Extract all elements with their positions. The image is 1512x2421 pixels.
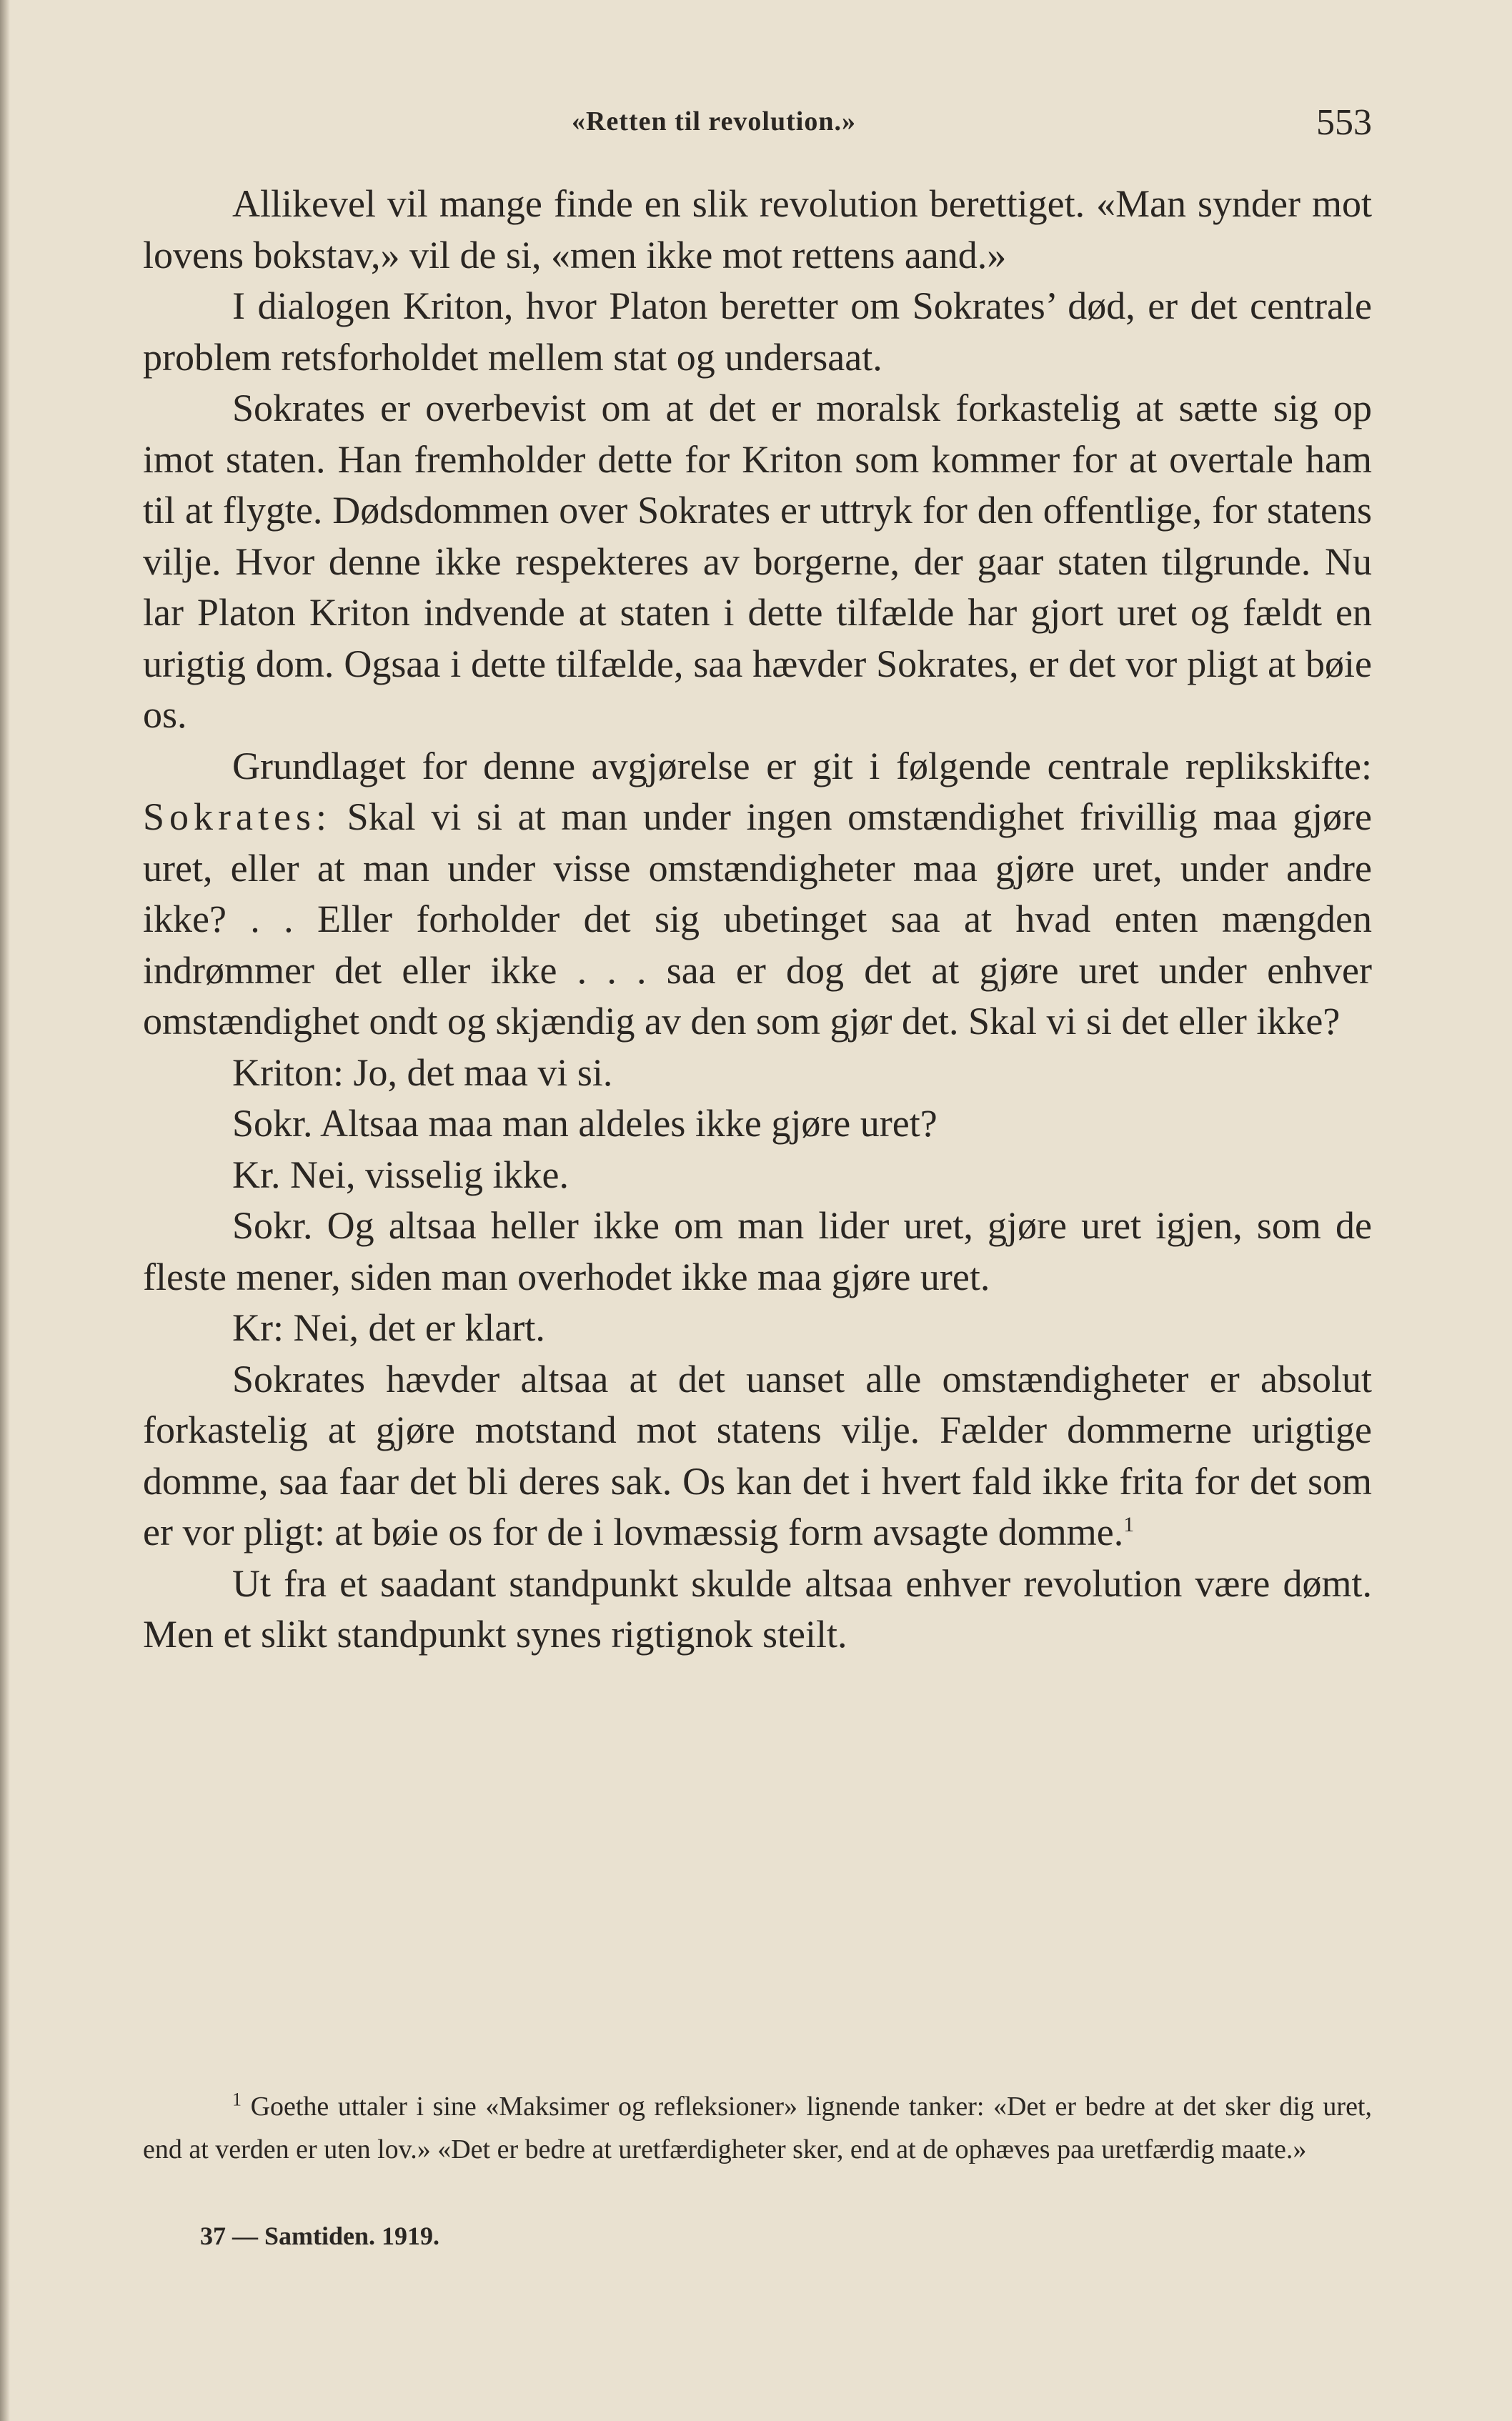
dialogue-line-1: Kriton: Jo, det maa vi si. [232,1050,613,1094]
dialogue-line-5: Kr: Nei, det er klart. [232,1306,545,1349]
page-number: 553 [1316,102,1372,143]
dialogue-line-4: Sokr. Og altsaa heller ikke om man lider uret, gjøre uret igjen, som de fleste mener, siden man overhodet ikke maa gjøre uret. [143,1204,1372,1298]
footnote-reference: 1 [1123,1513,1135,1536]
speaker-sokrates: Sokrates: [143,795,332,838]
paragraph-1: Allikevel vil mange finde en slik revolution berettiget. «Man synder mot lovens bokstav,» vil de si, «men ikke mot rettens aand.» [143,182,1372,277]
dialogue-line-3: Kr. Nei, visselig ikke. [232,1153,569,1196]
paragraph-5 [143,1354,1372,1559]
footnote-text: Goethe uttaler i sine «Maksimer og refleksioner» lignende tanker: «Det er bedre at det sker dig uret, end at verden er uten lov.» «Det er bedre at uretfærdigheter sker, end at de ophæves paa uretfærdig maate.» [143,2092,1372,2164]
page-binding-edge [0,0,10,2421]
paragraph-4-lead: Grundlaget for denne avgjørelse er git i følgende centrale replikskifte: [232,744,1372,787]
footnote-area [143,2085,1372,2171]
running-head: «Retten til revolution.» [572,106,856,136]
paragraph-6: Ut fra et saadant standpunkt skulde altsaa enhver revolution være dømt. Men et slikt standpunkt synes rigtignok steilt. [143,1561,1372,1656]
paragraph-4-rest: Skal vi si at man under ingen omstændighet frivillig maa gjøre uret, eller at man under visse omstændigheter maa gjøre uret, under andre ikke? . . Eller forholder det sig ubetinget saa at hvad enten mængden indrømmer det eller ikke . . . saa er dog det at gjøre uret under enhver omstændighet ondt og skjændig av den som gjør det. Skal vi si det eller ikke? [143,795,1373,1043]
paragraph-5-text: Sokrates hævder altsaa at det uanset alle omstændigheter er absolut forkastelig at gjøre motstand mot statens vilje. Fælder dommerne urigtige domme, saa faar det bli deres sak. Os kan det i hvert fald ikke frita for det som er vor pligt: at bøie os for de i lovmæssig form avsagte domme. [143,1357,1372,1553]
dialogue-line-2: Sokr. Altsaa maa man aldeles ikke gjøre uret? [232,1102,937,1145]
body-text [143,179,1372,1661]
footnote-mark: 1 [232,2089,242,2110]
page-header [143,93,1372,150]
paragraph-4 [143,741,1372,1048]
paragraph-2: I dialogen Kriton, hvor Platon beretter om Sokrates’ død, er det centrale problem retsforholdet mellem stat og undersaat. [143,284,1372,379]
paragraph-3: Sokrates er overbevist om at det er moralsk forkastelig at sætte sig op imot staten. Han fremholder dette for Kriton som kommer for at overtale ham til at flygte. Dødsdommen over Sokrates er uttryk for den offentlige, for statens vilje. Hvor denne ikke respekteres av borgerne, der gaar staten tilgrunde. Nu lar Platon Kriton indvende at staten i dette tilfælde har gjort uret og fældt en urigtig dom. Ogsaa i dette tilfælde, saa hævder Sokrates, er det vor pligt at bøie os. [143,387,1372,736]
printer-signature: 37 — Samtiden. 1919. [200,2222,440,2250]
footnote-1 [143,2085,1372,2171]
